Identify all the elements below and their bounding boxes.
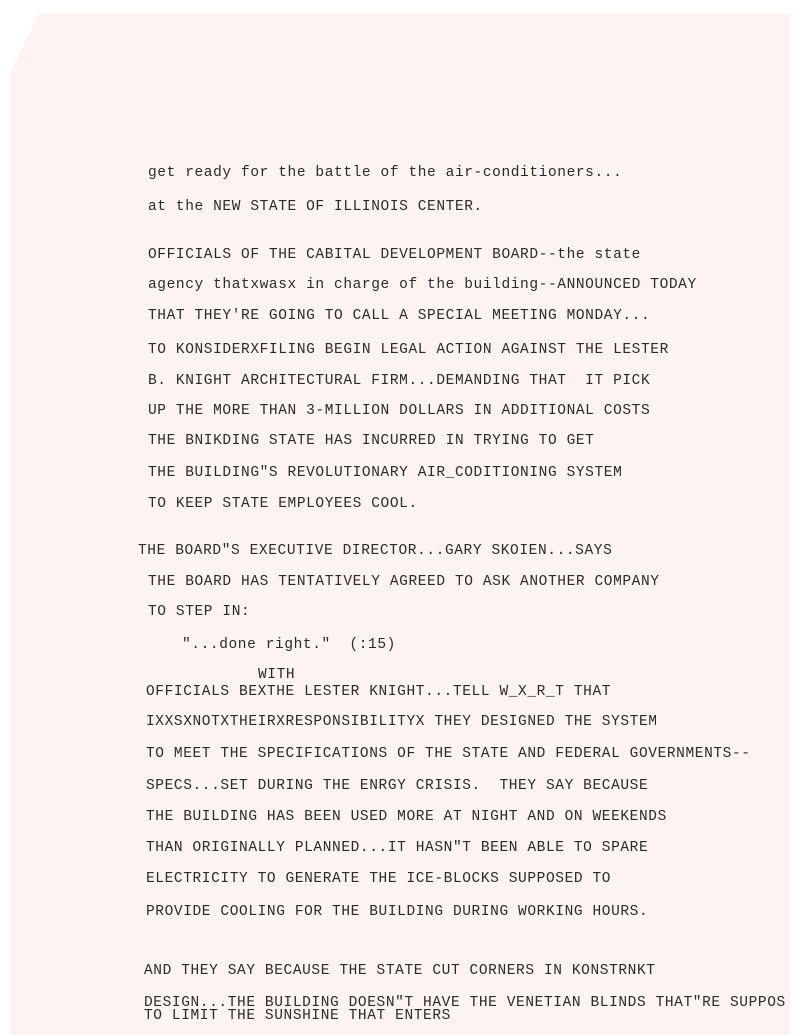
script-line: UP THE MORE THAN 3-MILLION DOLLARS IN ADDITIONAL COSTS	[148, 403, 651, 419]
script-line: TO KONSIDERXFILING BEGIN LEGAL ACTION AGAINST THE LESTER	[148, 342, 669, 358]
script-line: agency thatxwasx in charge of the building--ANNOUNCED TODAY	[148, 277, 697, 293]
script-line: B. KNIGHT ARCHITECTURAL FIRM...DEMANDING THAT IT PICK	[148, 373, 651, 389]
script-line: IXXSXNOTXTHEIRXRESPONSIBILITYX THEY DESIGNED THE SYSTEM	[146, 714, 658, 730]
script-line: TO LIMIT THE SUNSHINE THAT ENTERS	[144, 1008, 451, 1024]
script-line: TO KEEP STATE EMPLOYEES COOL.	[148, 496, 418, 512]
script-line: THE BUILDING HAS BEEN USED MORE AT NIGHT AND ON WEEKENDS	[146, 809, 667, 825]
script-line: get ready for the battle of the air-conditioners...	[148, 165, 623, 181]
script-line: at the NEW STATE OF ILLINOIS CENTER.	[148, 199, 483, 215]
script-line: OFFICIALS OF THE CABITAL DEVELOPMENT BOARD--the state	[148, 247, 641, 263]
script-line: TO MEET THE SPECIFICATIONS OF THE STATE AND FEDERAL GOVERNMENTS--	[146, 746, 751, 762]
script-line: OFFICIALS BEXTHE LESTER KNIGHT...TELL W_X_R_T THAT	[146, 684, 612, 700]
script-line: AND THEY SAY BECAUSE THE STATE CUT CORNERS IN KONSTRNKT	[144, 963, 656, 979]
script-line: TO STEP IN:	[148, 604, 251, 620]
script-line: DESIGN...THE BUILDING DOESN"T HAVE THE VENETIAN BLINDS THAT"RE SUPPOS	[144, 995, 786, 1011]
script-line: THE BNIKDING STATE HAS INCURRED IN TRYING TO GET	[148, 433, 595, 449]
sound-cue: "...done right." (:15)	[182, 637, 396, 653]
handwritten-insertion: WITH	[258, 667, 296, 683]
script-line: THE BUILDING"S REVOLUTIONARY AIR_CODITIONING SYSTEM	[148, 465, 623, 481]
script-line: THAN ORIGINALLY PLANNED...IT HASN"T BEEN ABLE TO SPARE	[146, 840, 649, 856]
script-line: THAT THEY'RE GOING TO CALL A SPECIAL MEETING MONDAY...	[148, 308, 651, 324]
typewritten-page	[10, 14, 790, 1035]
script-line: PROVIDE COOLING FOR THE BUILDING DURING WORKING HOURS.	[146, 904, 649, 920]
script-line: THE BOARD"S EXECUTIVE DIRECTOR...GARY SKOIEN...SAYS	[138, 543, 613, 559]
script-line: ELECTRICITY TO GENERATE THE ICE-BLOCKS SUPPOSED TO	[146, 871, 612, 887]
script-line: SPECS...SET DURING THE ENRGY CRISIS. THEY SAY BECAUSE	[146, 778, 649, 794]
script-line: THE BOARD HAS TENTATIVELY AGREED TO ASK ANOTHER COMPANY	[148, 574, 660, 590]
folded-corner	[10, 14, 38, 74]
